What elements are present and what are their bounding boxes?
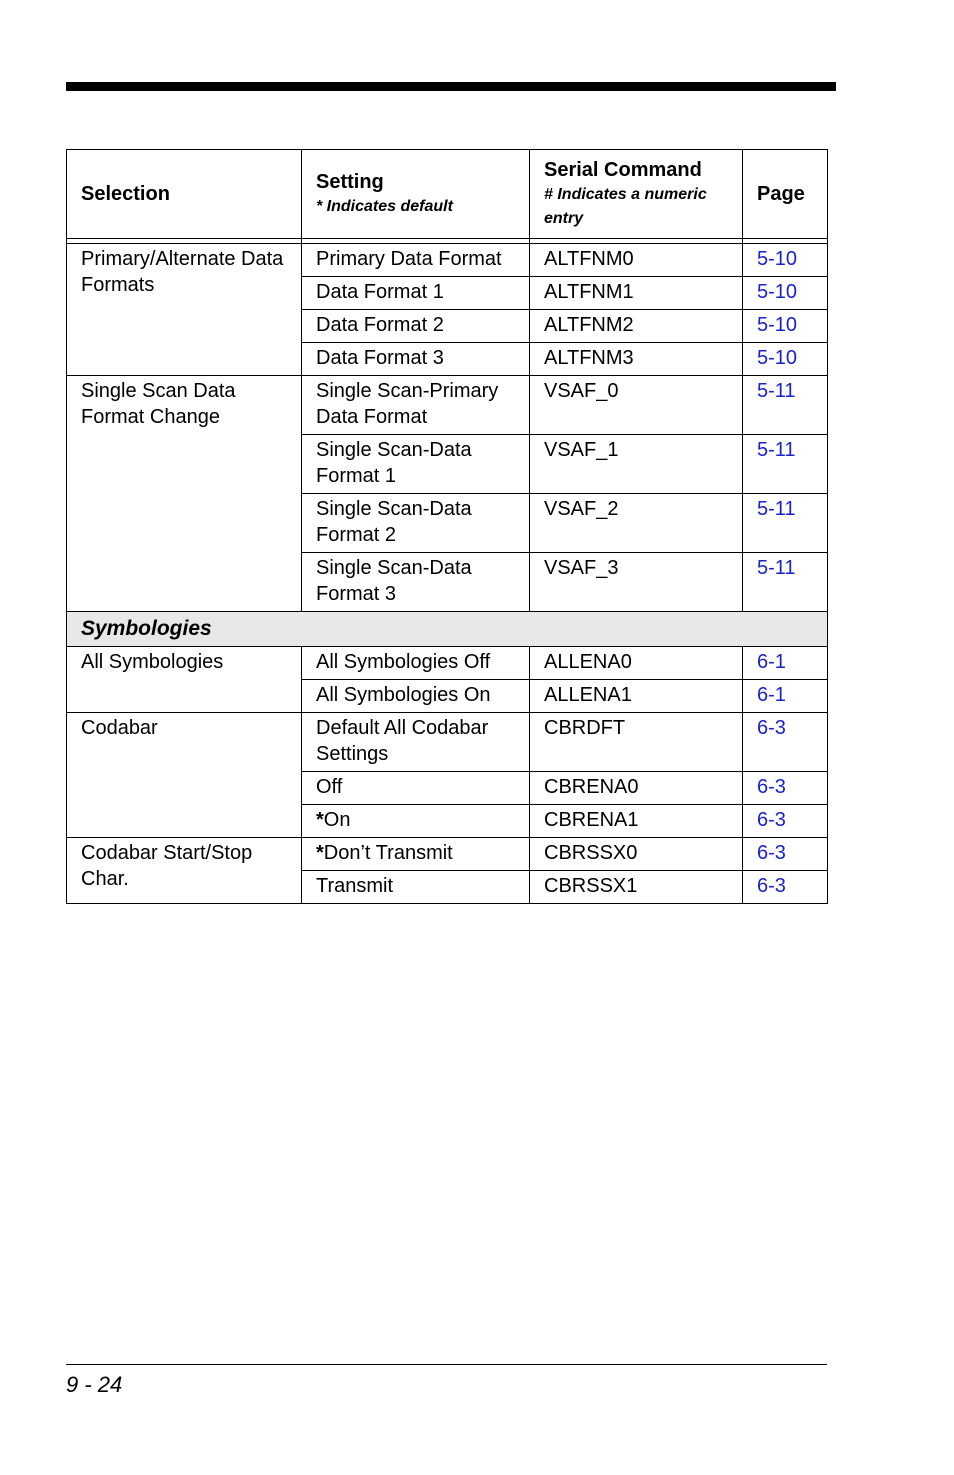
section-title: Symbologies [67,612,828,647]
page-link[interactable]: 5-11 [757,439,796,461]
setting-cell: Primary Data Format [302,244,530,277]
header-setting-note: * Indicates default [316,198,453,215]
page-link[interactable]: 6-3 [757,842,786,864]
page-number: 9 - 24 [66,1372,123,1397]
setting-cell: Transmit [302,871,530,904]
setting-cell: Data Format 2 [302,310,530,343]
command-cell: ALTFNM0 [530,244,743,277]
selection-cell: Single Scan Data Format Change [67,376,302,612]
table-row [67,713,828,772]
command-cell: CBRENA1 [530,805,743,838]
page-link[interactable]: 6-1 [757,651,786,673]
footer-rule [66,1364,827,1365]
command-cell: CBRSSX0 [530,838,743,871]
command-cell: VSAF_0 [530,376,743,435]
table-row [67,838,828,871]
setting-cell: Single Scan-Data Format 2 [302,494,530,553]
command-cell: CBRDFT [530,713,743,772]
table-header-row [67,150,828,239]
command-cell: ALLENA1 [530,680,743,713]
page-link[interactable]: 6-3 [757,776,786,798]
setting-cell: Data Format 3 [302,343,530,376]
command-table [66,149,828,904]
page-link[interactable]: 5-11 [757,557,796,579]
command-cell: CBRENA0 [530,772,743,805]
command-cell: ALLENA0 [530,647,743,680]
command-cell: CBRSSX1 [530,871,743,904]
selection-cell: Codabar Start/Stop Char. [67,838,302,904]
header-page: Page [743,150,828,239]
table-row [67,376,828,435]
page-link[interactable]: 5-10 [757,314,798,336]
top-rule [66,82,836,91]
command-cell: VSAF_2 [530,494,743,553]
header-setting: Setting * Indicates default [302,150,530,239]
header-selection: Selection [67,150,302,239]
page-link[interactable]: 5-11 [757,498,796,520]
header-serial-note: # Indicates a numeric entry [544,186,707,227]
page-link[interactable]: 6-1 [757,684,786,706]
command-cell: VSAF_3 [530,553,743,612]
page-link[interactable]: 5-10 [757,281,798,303]
page-link[interactable]: 5-10 [757,248,798,270]
page-link[interactable]: 6-3 [757,717,786,739]
section-row [67,612,828,647]
setting-cell: Single Scan-Data Format 1 [302,435,530,494]
table-row [67,647,828,680]
setting-cell: Single Scan-Primary Data Format [302,376,530,435]
page-link[interactable]: 5-10 [757,347,798,369]
command-cell: ALTFNM1 [530,277,743,310]
setting-cell: *On [302,805,530,838]
page-link[interactable]: 5-11 [757,380,796,402]
selection-cell: Codabar [67,713,302,838]
setting-cell: Off [302,772,530,805]
command-cell: ALTFNM2 [530,310,743,343]
selection-cell: Primary/Alternate Data Formats [67,244,302,376]
command-cell: ALTFNM3 [530,343,743,376]
header-serial-command: Serial Command # Indicates a numeric entry [530,150,743,239]
table-row [67,244,828,277]
setting-cell: All Symbologies Off [302,647,530,680]
page-link[interactable]: 6-3 [757,875,786,897]
setting-cell: Data Format 1 [302,277,530,310]
command-cell: VSAF_1 [530,435,743,494]
selection-cell: All Symbologies [67,647,302,713]
setting-cell: All Symbologies On [302,680,530,713]
setting-cell: Default All Codabar Settings [302,713,530,772]
setting-cell: Single Scan-Data Format 3 [302,553,530,612]
page-link[interactable]: 6-3 [757,809,786,831]
setting-cell: *Don’t Transmit [302,838,530,871]
